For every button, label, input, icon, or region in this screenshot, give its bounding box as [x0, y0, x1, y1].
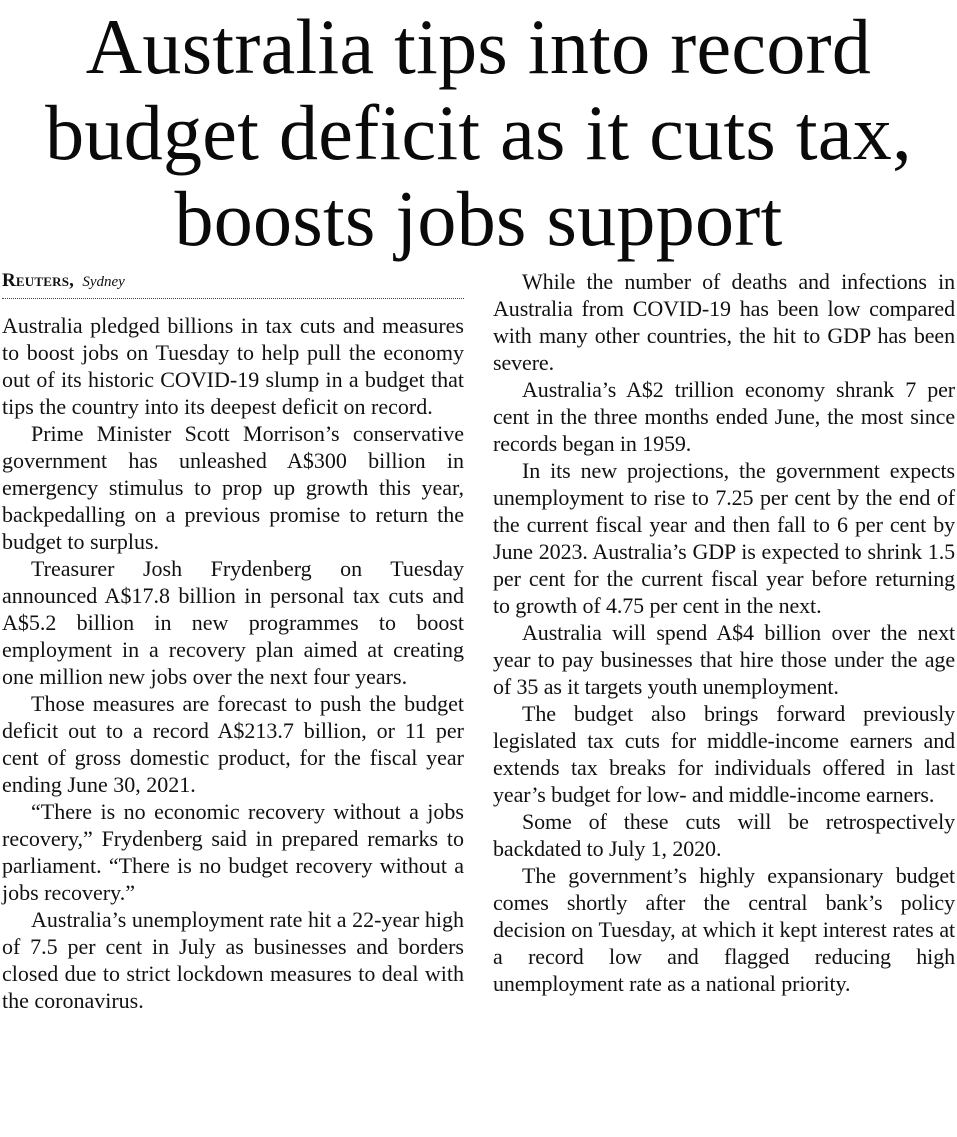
headline-line-3: boosts jobs support	[174, 175, 783, 262]
paragraph: While the number of deaths and infections in Australia from COVID-19 has been low compared with many other countries, the hit to GDP has been severe.	[493, 269, 955, 375]
byline	[2, 268, 464, 299]
headline-line-1: Australia tips into record	[85, 3, 872, 90]
headline	[0, 4, 957, 262]
paragraph: Australia’s A$2 trillion economy shrank 7 per cent in the three months ended June, the most since records began in 1959.	[493, 377, 955, 456]
paragraph: Some of these cuts will be retrospectively backdated to July 1, 2020.	[493, 809, 955, 861]
paragraph: Australia’s unemployment rate hit a 22-year high of 7.5 per cent in July as businesses and borders closed due to strict lockdown measures to deal with the coronavirus.	[2, 907, 464, 1013]
paragraph: Australia will spend A$4 billion over the next year to pay businesses that hire those under the age of 35 as it targets youth unemployment.	[493, 620, 955, 699]
paragraph: “There is no economic recovery without a jobs recovery,” Frydenberg said in prepared remarks to parliament. “There is no budget recovery without a jobs recovery.”	[2, 799, 464, 905]
paragraph: The budget also brings forward previously legislated tax cuts for middle-income earners and extends tax breaks for individuals offered in last year’s budget for low- and middle-income earners.	[493, 701, 955, 807]
byline-dateline: Sydney	[82, 274, 125, 290]
headline-line-2: budget deficit as it cuts tax,	[45, 89, 912, 176]
paragraph: Those measures are forecast to push the budget deficit out to a record A$213.7 billion, or 11 per cent of gross domestic product, for the fiscal year ending June 30, 2021.	[2, 691, 464, 797]
paragraph: Australia pledged billions in tax cuts and measures to boost jobs on Tuesday to help pull the economy out of its historic COVID-19 slump in a budget that tips the country into its deepest deficit on record.	[2, 313, 464, 419]
byline-agency: Reuters,	[2, 270, 75, 291]
paragraph: Treasurer Josh Frydenberg on Tuesday announced A$17.8 billion in personal tax cuts and A$5.2 billion in new programmes to boost employment in a recovery plan aimed at creating one million new jobs over the next four years.	[2, 556, 464, 689]
right-column	[493, 268, 955, 997]
left-column	[2, 268, 464, 1014]
paragraph: In its new projections, the government expects unemployment to rise to 7.25 per cent by the end of the current fiscal year and then fall to 6 per cent by June 2023. Australia’s GDP is expected to shrink 1.5 per cent for the current fiscal year before returning to growth of 4.75 per cent in the next.	[493, 458, 955, 618]
paragraph: The government’s highly expansionary budget comes shortly after the central bank’s policy decision on Tuesday, at which it kept interest rates at a record low and flagged reducing high unemployment rate as a national priority.	[493, 863, 955, 996]
paragraph: Prime Minister Scott Morrison’s conservative government has unleashed A$300 billion in emergency stimulus to prop up growth this year, backpedalling on a previous promise to return the budget to surplus.	[2, 421, 464, 554]
